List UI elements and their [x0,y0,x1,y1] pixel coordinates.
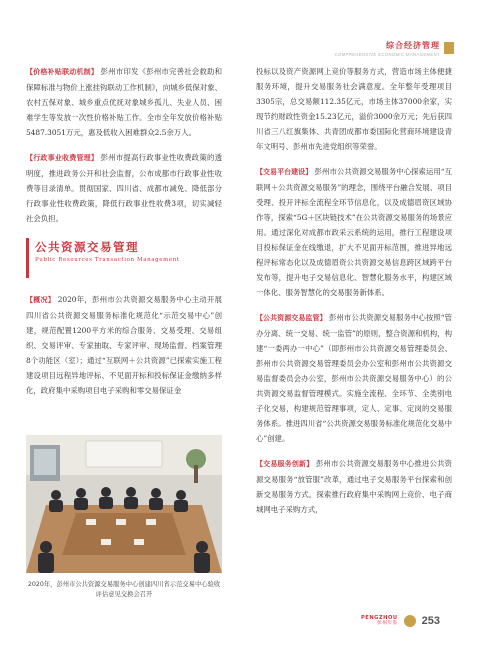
page-footer [361,615,440,627]
text-platform: 彭州市公共资源交易服务中心探索运用“互联网＋公共资源交易服务”的理念，围绕平台融合发展、项目受理、投开评标全流程全环节信息化，以及成德眉资区域协作等，探索“5G＋区块链技术”在公共资源交易服务的场景应用。通过深化对成都市政采云系统的运用，推行工程建设项目投标保证金在线缴退，扩大不见面开标范围，推进异地远程评标常态化以及成德眉资公共资源交易信息跨区域跨平台发布等，提升电子交易信息化、智慧化服务水平，构建区域一体化、服务智慧化的交易服务新体系。 [256,167,453,297]
text-overview: 2020年，彭州市公共资源交易服务中心主动开展四川省公共资源交易服务标准化规范化“示范交易中心”创建，规范配置1200平方米的综合服务、交易受理、交易组织、交易评审、专家抽取、专家评审、现场监督、档案管理8个功能区（室）；通过“互联网＋公共资源”已探索实施工程建设项目远程异地评标、不见面开标和投标保证金缴纳多样化，政府集中采购项目电子采购和零交易保证金 [26,295,223,395]
footer-dot-icon [404,615,416,627]
header-title: 综合经济管理 [386,41,440,50]
paragraph-overview-cont [256,64,452,154]
tag-supervision: 【公共资源交易监管】 [256,314,327,322]
footer-brand-cn: 彭州年鉴 [377,621,398,626]
text-innovation: 彭州市公共资源交易服务中心推进公共资源交易服务“放管服”改革，通过电子交易服务平台探索和创新交易服务方式。探索推行政府集中采购网上竞价、电子商城网电子采购方式， [256,459,452,514]
header-color-tab [444,42,454,54]
text-admin-fees: 彭州市提高行政事业性收费政策的透明度，推进政务公开和社会监督，公布成都市行政事业性收费等目录清单。贯彻国家、四川省、成都市减免、降低部分行政事业性收费政策，降低行政事业性收费3项，切实减轻社会负担。 [26,153,222,223]
tag-price-subsidy: 【价格补贴联动机制】 [26,68,99,76]
meeting-photo [26,435,222,573]
paragraph-innovation [256,456,452,517]
left-column [26,64,222,408]
text-overview-cont: 投标以及资产资源网上竞价等服务方式，营造市场主体便捷服务环境，提升交易服务社会满意度。全年整年受理项目3305宗，总交易额112.35亿元，市场主体37000余家，实现节约财政性资金15.23亿元，溢价3000余万元；先后获四川省三八红旗集体、共青团成都市委国际化营商环境建设青年文明号、彭州市先进党组织等荣誉。 [256,67,452,151]
paragraph-price-subsidy [26,64,222,140]
tag-platform: 【交易平台建设】 [256,168,313,176]
paragraph-admin-fees [26,150,222,226]
section-title-en: Public Resources Transaction Management [35,257,180,263]
section-heading [26,238,222,278]
tag-admin-fees: 【行政事业收费管理】 [26,154,99,162]
right-column [256,64,452,527]
paragraph-supervision [256,310,452,446]
text-price-subsidy: 彭州市印发《彭州市完善社会救助和保障标准与物价上涨挂钩联动工作机制》，向城乡低保对象、农村五保对象、城乡重点优抚对象城乡孤儿、失业人员、困难学生等发放一次性价格补贴工作。全市全年发放价格补贴5487.3051万元，惠及低收入困难群众2.5余万人。 [26,67,222,137]
section-title-cn: 公共资源交易管理 [35,240,139,254]
paragraph-overview [26,292,222,398]
footer-brand [361,615,398,627]
photo-caption: 2020年，彭州市公共资源交易服务中心创建四川省示范交易中心验收评估意见交换会召开 [27,581,221,598]
text-supervision: 彭州市公共资源交易服务中心按照“管办分离、统一交易、统一监管”的原则，整合资源和机构，构建“一委两办一中心”（即彭州市公共资源交易管理委员会、彭州市公共资源交易管理委员会办公室和彭州市公共资源交易监督委员会办公室，彭州市公共资源交易服务中心）的公共资源交易监督管理模式。实施全流程、全环节、全类别电子化交易，构建规范管理事项，定人、定事、定岗的交易服务体系。推进四川省“公共资源交易服务标准化规范化交易中心”创建。 [256,313,453,443]
footer-brand-en: PENGZHOU [360,615,398,621]
tag-overview: 【概况】 [26,296,56,304]
page-header [335,40,440,57]
tag-innovation: 【交易服务创新】 [256,460,314,468]
paragraph-platform [256,164,452,300]
header-subtitle: COMPREHENSIVE ECONOMIC MANAGEMENT [334,52,440,57]
page-number: 253 [421,615,440,627]
